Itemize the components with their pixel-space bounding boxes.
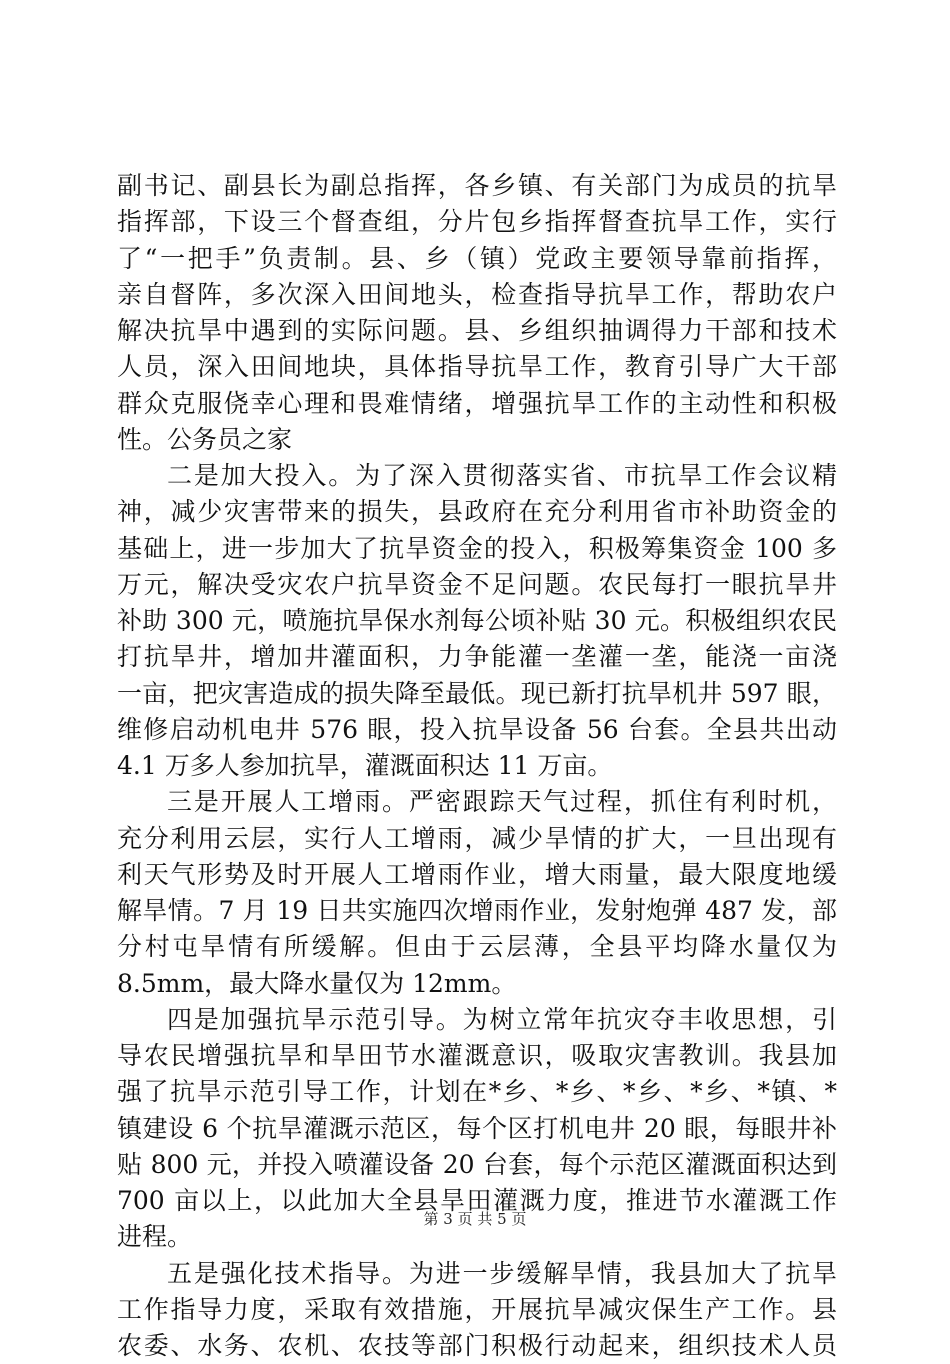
text-line: 性。公务员之家 (117, 424, 293, 454)
text-line: 强了抗旱示范引导工作，计划在*乡、*乡、*乡、*乡、*镇、* (117, 1077, 837, 1107)
text-line: 充分利用云层，实行人工增雨，减少旱情的扩大，一旦出现有 (117, 823, 837, 853)
text-line: 副书记、副县长为副总指挥，各乡镇、有关部门为成员的抗旱 (117, 171, 837, 200)
text-line: 维修启动机电井 576 眼，投入抗旱设备 56 台套。全县共出动 (117, 714, 837, 744)
text-line: 解决抗旱中遇到的实际问题。县、乡组织抽调得力干部和技术 (117, 316, 837, 345)
text-line: 700 亩以上，以此加大全县旱田灌溉力度，推进节水灌溉工作 (117, 1186, 837, 1215)
text-line: 农委、水务、农机、农技等部门积极行动起来，组织技术人员 (117, 1331, 837, 1360)
text-line: 了“一把手”负责制。县、乡（镇）党政主要领导靠前指挥， (117, 243, 837, 273)
text-line: 一亩，把灾害造成的损失降至最低。现已新打抗旱机井 597 眼， (117, 678, 837, 708)
text-line: 8.5mm，最大降水量仅为 12mm。 (117, 968, 517, 998)
text-line: 4.1 万多人参加抗旱，灌溉面积达 11 万亩。 (117, 751, 613, 780)
text-line: 利天气形势及时开展人工增雨作业，增大雨量，最大限度地缓 (117, 859, 837, 889)
text-line: 打抗旱井，增加井灌面积，力争能灌一垄灌一垄，能浇一亩浇 (117, 642, 837, 672)
text-line: 导农民增强抗旱和旱田节水灌溉意识，吸取灾害教训。我县加 (117, 1041, 837, 1070)
document-body (117, 168, 837, 1364)
text-line: 指挥部，下设三个督查组，分片包乡指挥督查抗旱工作，实行 (117, 207, 837, 237)
text-line: 万元，解决受灾农户抗旱资金不足问题。农民每打一眼抗旱井 (117, 569, 837, 599)
paragraph-first-line: 五是强化技术指导。为进一步缓解旱情，我县加大了抗旱 (167, 1258, 837, 1288)
text-line: 群众克服侥幸心理和畏难情绪，增强抗旱工作的主动性和积极 (117, 388, 837, 418)
text-line: 亲自督阵，多次深入田间地头，检查指导抗旱工作，帮助农户 (117, 279, 837, 309)
text-line: 分村屯旱情有所缓解。但由于云层薄，全县平均降水量仅为 (117, 932, 837, 962)
text-line: 补助 300 元，喷施抗旱保水剂每公顷补贴 30 元。积极组织农民 (117, 606, 837, 635)
paragraph-first-line: 二是加大投入。为了深入贯彻落实省、市抗旱工作会议精 (167, 461, 837, 490)
text-line: 神，减少灾害带来的损失，县政府在充分利用省市补助资金的 (117, 497, 837, 527)
text-line: 镇建设 6 个抗旱灌溉示范区，每个区打机电井 20 眼，每眼井补 (117, 1113, 837, 1143)
text-line: 工作指导力度，采取有效措施，开展抗旱减灾保生产工作。县 (117, 1294, 837, 1324)
text-line: 基础上，进一步加大了抗旱资金的投入，积极筹集资金 100 多 (117, 533, 837, 563)
page-footer: 第 3 页 共 5 页 (423, 1210, 527, 1228)
paragraph-first-line: 四是加强抗旱示范引导。为树立常年抗灾夺丰收思想，引 (167, 1004, 837, 1034)
text-line: 贴 800 元，并投入喷灌设备 20 台套，每个示范区灌溉面积达到 (117, 1149, 837, 1179)
paragraph-first-line: 三是开展人工增雨。严密跟踪天气过程，抓住有利时机， (167, 787, 837, 817)
text-line: 解旱情。7 月 19 日共实施四次增雨作业，发射炮弹 487 发，部 (117, 896, 837, 925)
text-line: 进程。 (117, 1222, 193, 1252)
text-line: 人员，深入田间地块，具体指导抗旱工作，教育引导广大干部 (117, 352, 837, 382)
